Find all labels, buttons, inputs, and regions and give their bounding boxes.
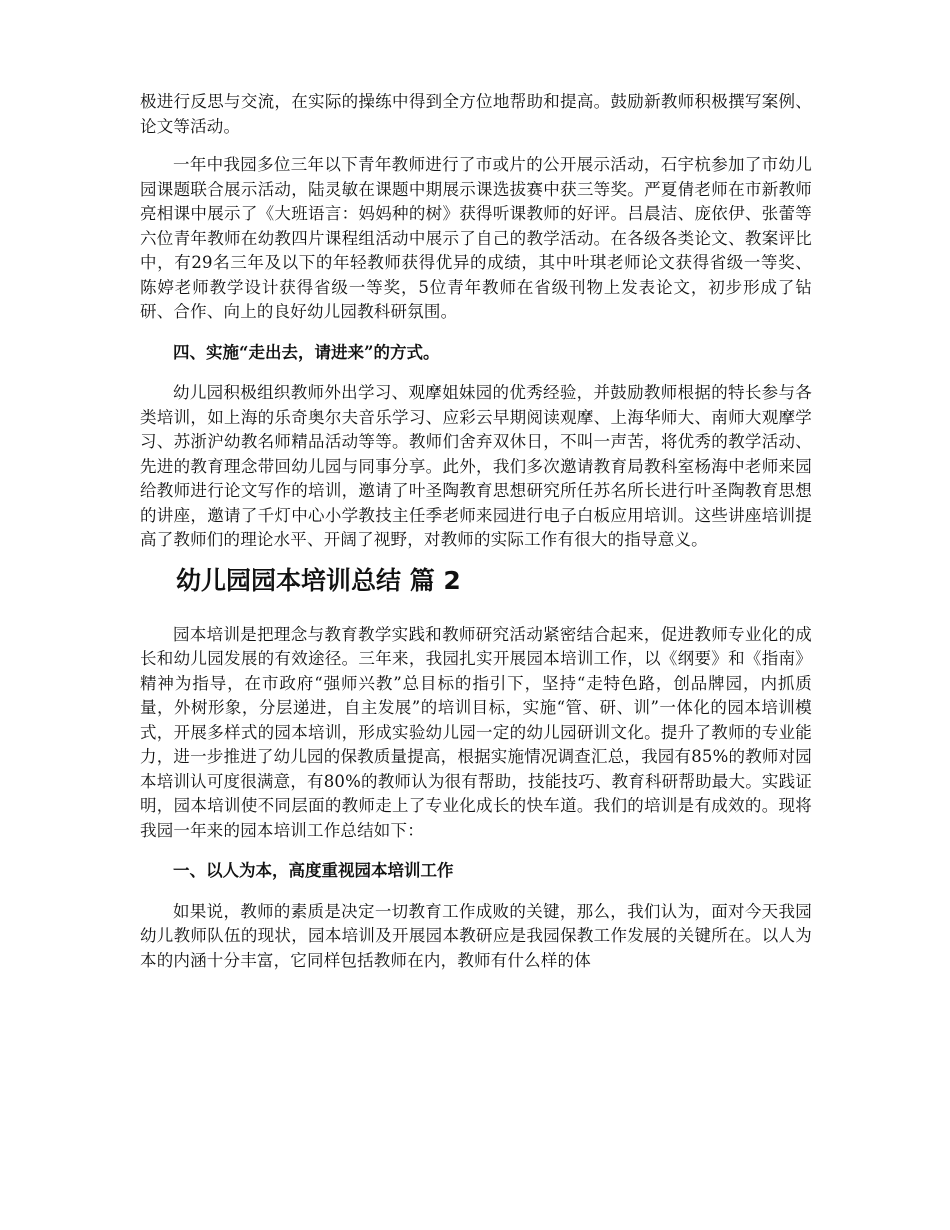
paragraph-going-out: 幼儿园积极组织教师外出学习、观摩姐妹园的优秀经验，并鼓励教师根据的特长参与各类培训，如上海的乐奇奥尔夫音乐学习、应彩云早期阅读观摩、上海华师大、南师大观摩学习、苏浙沪幼教名师精品活动等等。教师们舍弃双休日，不叫一声苦，将优秀的教学活动、先进的教育理念带回幼儿园与同事分享。此外，我们多次邀请教育局教科室杨海中老师来园给教师进行论文写作的培训，邀请了叶圣陶教育思想研究所任苏名所长进行叶圣陶教育思想的讲座，邀请了千灯中心小学教技主任季老师来园进行电子白板应用培训。这些讲座培训提高了教师们的理论水平、开阔了视野，对教师的实际工作有很大的指导意义。 [140,383,812,549]
paragraph-intro-2: 园本培训是把理念与教育教学实践和教师研究活动紧密结合起来，促进教师专业化的成长和幼儿园发展的有效途径。三年来，我园扎实开展园本培训工作，以《纲要》和《指南》精神为指导，在市政府“强师兴教”总目标的指引下，坚持“走特色路，创品牌园，内抓质量，外树形象，分层递进，自主发展”的培训目标，实施“管、研、训”一体化的园本培训模式，开展多样式的园本培训，形成实验幼儿园一定的幼儿园研训文化。提升了教师的专业能力，进一步推进了幼儿园的保教质量提高，根据实施情况调查汇总，我园有85%的教师对园本培训认可度很满意，有80%的教师认为很有帮助，技能技巧、教育科研帮助最大。实践证明，园本培训使不同层面的教师走上了专业化成长的快车道。我们的培训是有成效的。现将我园一年来的园本培训工作总结如下： [140,624,812,840]
paragraph-public-activities: 一年中我园多位三年以下青年教师进行了市或片的公开展示活动，石宇杭参加了市幼儿园课题联合展示活动，陆灵敏在课题中期展示课选拔赛中获三等奖。严夏倩老师在市新教师亮相课中展示了《大班语言：妈妈种的树》获得听课教师的好评。吕晨洁、庞依伊、张蕾等六位青年教师在幼教四片课程组活动中展示了自己的教学活动。在各级各类论文、教案评比中，有29名三年及以下的年轻教师获得优异的成绩，其中叶琪老师论文获得省级一等奖、陈婷老师教学设计获得省级一等奖，5位青年教师在省级刊物上发表论文，初步形成了钻研、合作、向上的良好幼儿园教科研氛围。 [140,155,812,321]
section-heading-4: 四、实施“走出去，请进来”的方式。 [173,342,440,362]
paragraph-continued: 极进行反思与交流，在实际的操练中得到全方位地帮助和提高。鼓励新教师积极撰写案例、论文等活动。 [140,92,812,136]
article-title-2: 幼儿园园本培训总结 篇 2 [176,565,461,595]
section-heading-1: 一、以人为本，高度重视园本培训工作 [173,861,454,880]
paragraph-people-oriented: 如果说，教师的素质是决定一切教育工作成败的关键，那么，我们认为，面对今天我园幼儿教师队伍的现状，园本培训及开展园本教研应是我园保教工作发展的关键所在。以人为本的内涵十分丰富，它同样包括教师在内，教师有什么样的体 [140,901,812,970]
document-page [140,90,812,973]
